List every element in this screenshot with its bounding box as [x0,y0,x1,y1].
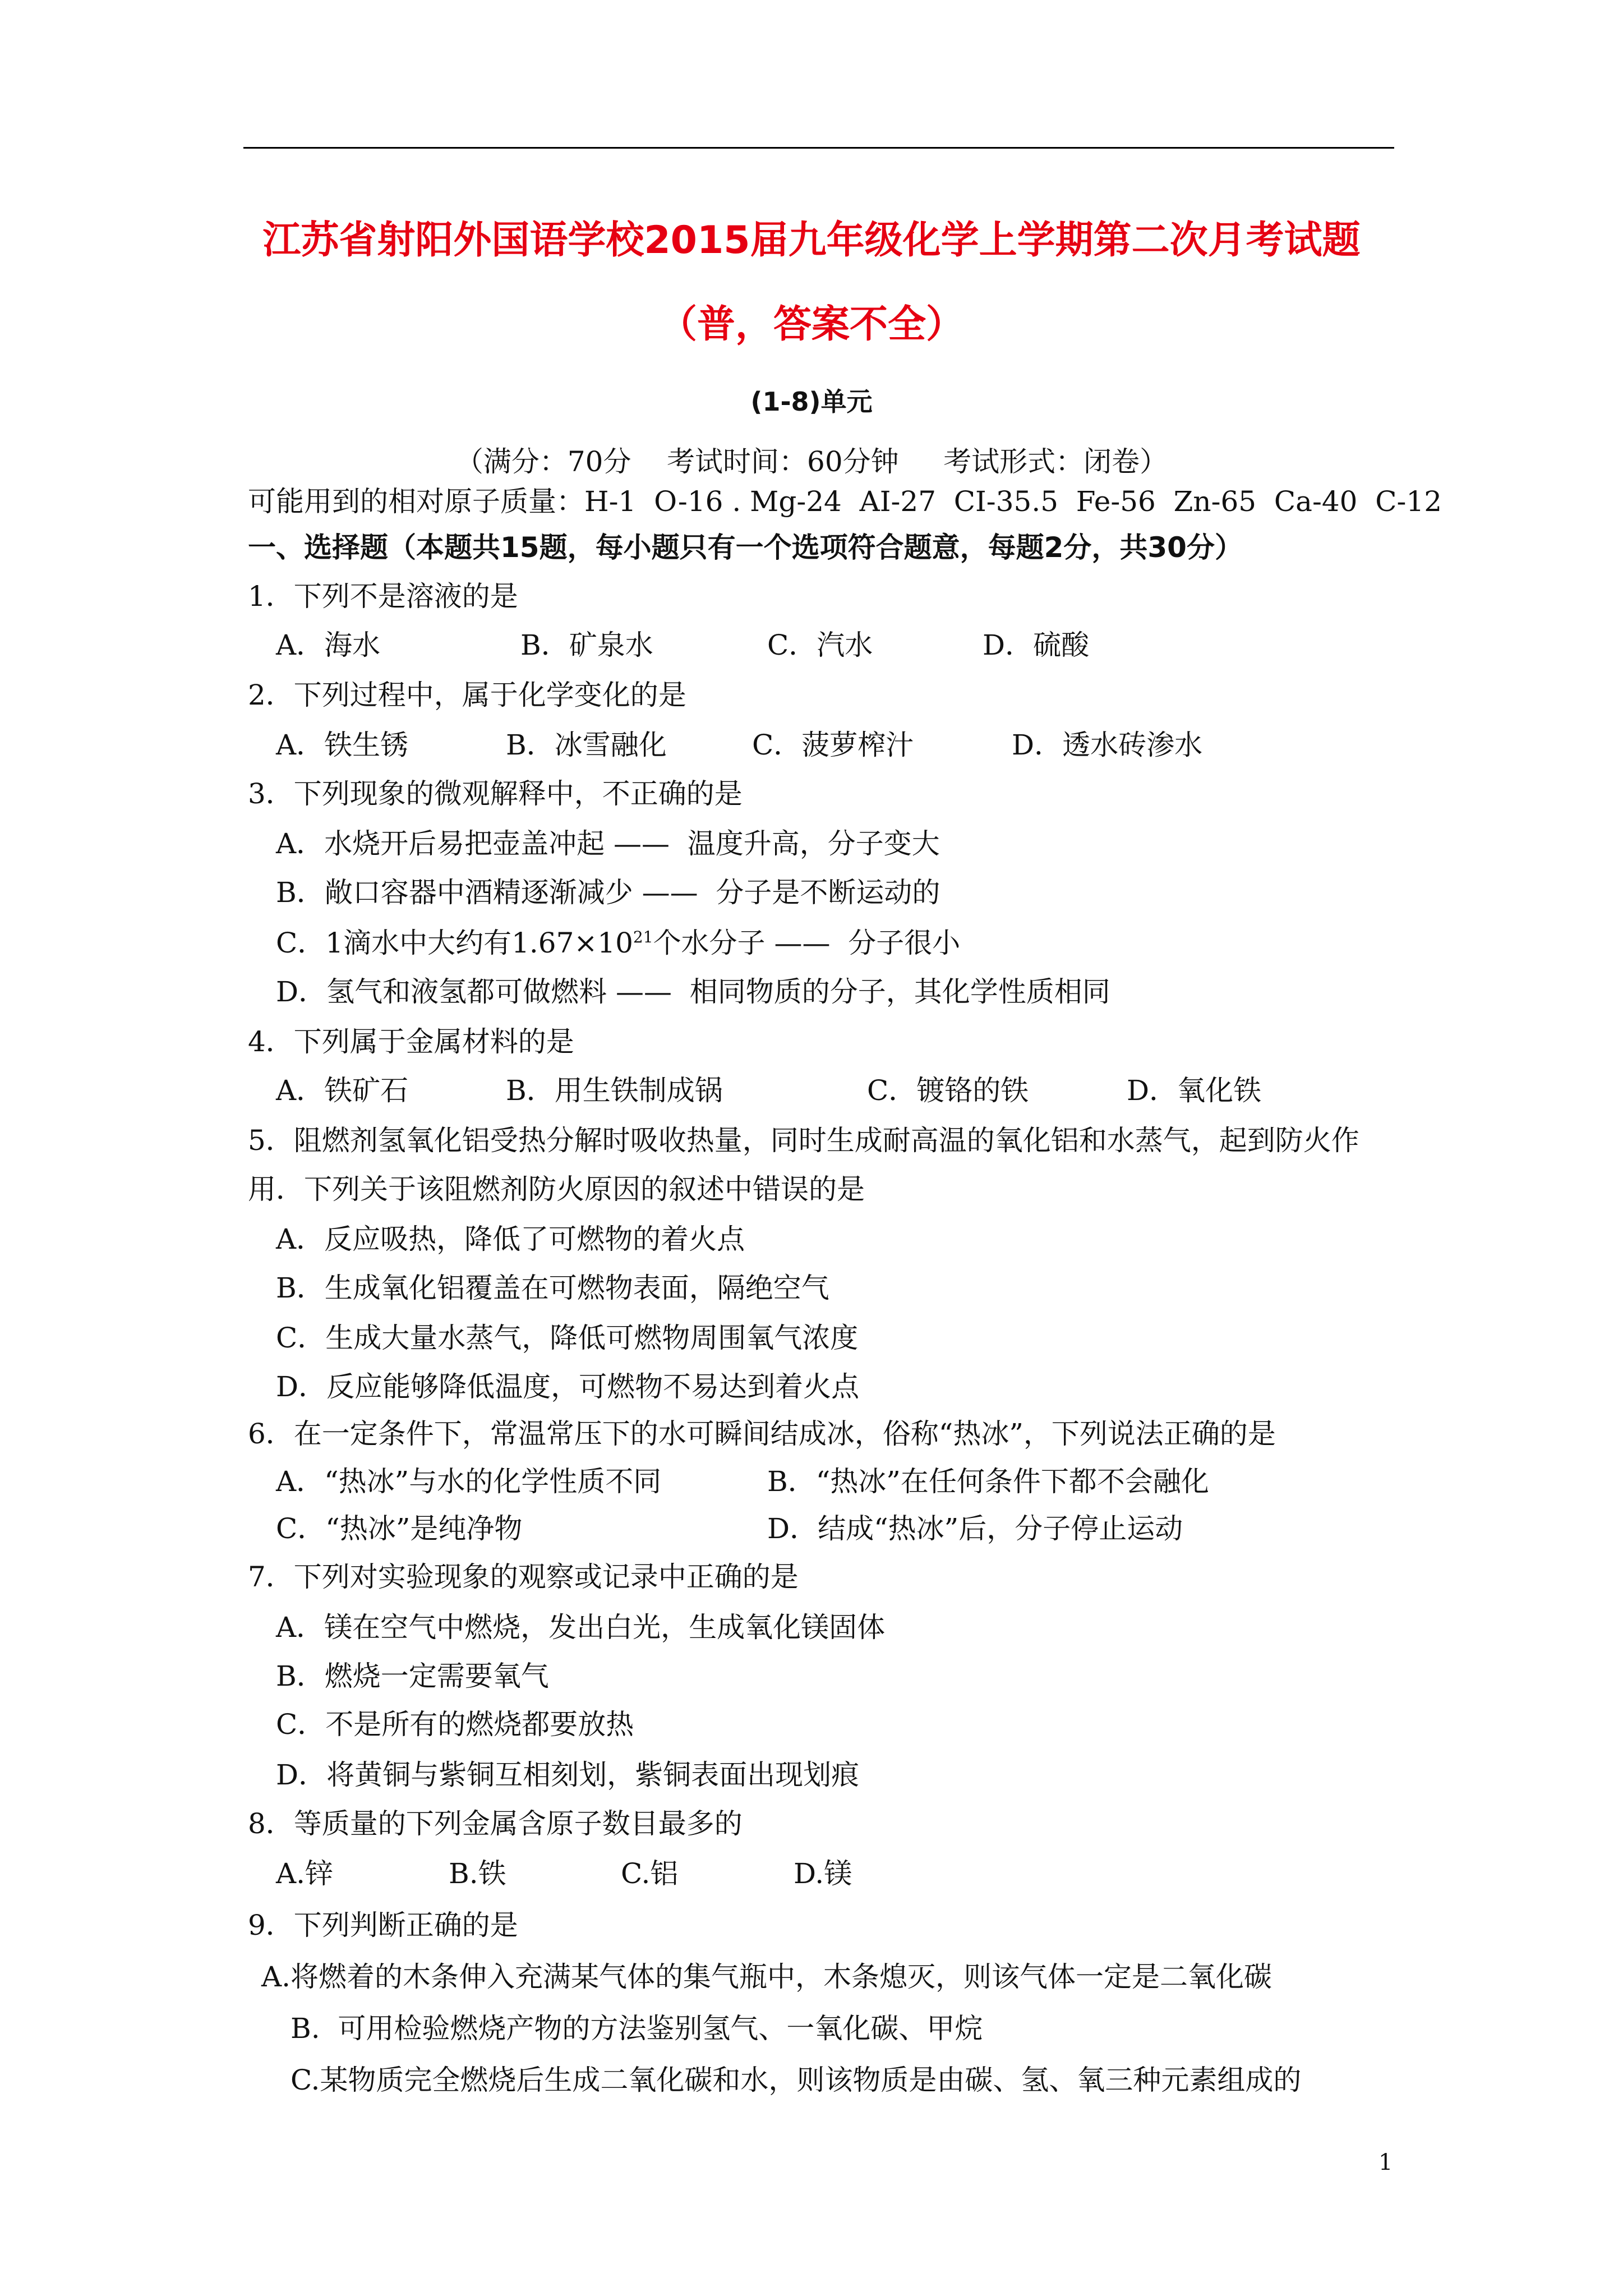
question-stem: 2．下列过程中，属于化学变化的是 [248,679,686,711]
option: C．镀铬的铁 [867,1074,1029,1107]
option: B．“热冰”在任何条件下都不会融化 [767,1465,1209,1498]
exam-info: （满分：70分 考试时间：60分钟 考试形式：闭卷） [455,445,1168,478]
option: A．镁在空气中燃烧，发出白光，生成氧化镁固体 [276,1611,886,1644]
option: A.将燃着的木条伸入充满某气体的集气瓶中，木条熄灭，则该气体一定是二氧化碳 [261,1961,1272,1993]
option-text-tail: 个水分子 —— 分子很小 [653,927,961,959]
option: A．水烧开后易把壶盖冲起 —— 温度升高，分子变大 [276,827,940,860]
question-stem: 4．下列属于金属材料的是 [248,1025,574,1058]
option: B．燃烧一定需要氧气 [276,1660,549,1692]
option: B．用生铁制成锅 [506,1074,723,1107]
section-heading: 一、选择题（本题共15题，每小题只有一个选项符合题意，每题2分，共30分） [248,531,1243,564]
option: A．反应吸热，降低了可燃物的着火点 [276,1223,745,1255]
option: A.锌 [276,1857,334,1890]
option: D．透水砖渗水 [1012,729,1203,761]
option: C.铝 [621,1857,679,1890]
option: B. 可用检验燃烧产物的方法鉴别氢气、一氧化碳、甲烷 [291,2012,983,2045]
option: C．汽水 [767,629,873,661]
option: B.铁 [449,1857,506,1890]
question-stem: 5．阻燃剂氢氧化铝受热分解时吸收热量，同时生成耐高温的氧化铝和水蒸气，起到防火作 [248,1124,1359,1157]
option: A．铁生锈 [276,729,409,761]
question-stem: 7．下列对实验现象的观察或记录中正确的是 [248,1561,799,1593]
option: D．氢气和液氢都可做燃料 —— 相同物质的分子，其化学性质相同 [276,976,1110,1008]
question-stem: 6．在一定条件下，常温常压下的水可瞬间结成冰，俗称“热冰”，下列说法正确的是 [248,1418,1276,1450]
option: C．菠萝榨汁 [752,729,914,761]
question-stem-cont: 用．下列关于该阻燃剂防火原因的叙述中错误的是 [248,1173,865,1205]
atomic-masses: 可能用到的相对原子质量：H-1 O-16 . Mg-24 AI-27 CI-35.5 Fe-56 Zn-65 Ca-40 C-12 [248,485,1442,518]
option: D．反应能够降低温度，可燃物不易达到着火点 [276,1370,860,1403]
option: D．氧化铁 [1127,1074,1262,1107]
option: A．海水 [276,629,381,661]
question-stem: 3．下列现象的微观解释中，不正确的是 [248,777,743,810]
option: C．“热冰”是纯净物 [276,1512,523,1545]
question-stem: 9．下列判断正确的是 [248,1909,518,1941]
question-stem: 1．下列不是溶液的是 [248,580,518,613]
option-text: C．1滴水中大约有1.67×10 [276,927,633,959]
units-label: (1-8)单元 [750,386,873,417]
header-rule [243,147,1394,149]
document-subtitle: （普，答案不全） [658,302,964,347]
option: C．生成大量水蒸气，降低可燃物周围氧气浓度 [276,1322,859,1354]
option: B．冰雪融化 [506,729,667,761]
option: B．敞口容器中酒精逐渐减少 —— 分子是不断运动的 [276,876,940,909]
option: C.某物质完全燃烧后生成二氧化碳和水，则该物质是由碳、氢、氧三种元素组成的 [291,2064,1302,2096]
option: D．将黄铜与紫铜互相刻划，紫铜表面出现划痕 [276,1759,860,1791]
option: D．硫酸 [983,629,1090,661]
question-stem: 8．等质量的下列金属含原子数目最多的 [248,1807,743,1840]
page-number: 1 [1378,2150,1393,2175]
option: C．不是所有的燃烧都要放热 [276,1708,634,1741]
document-title: 江苏省射阳外国语学校2015届九年级化学上学期第二次月考试题 [262,218,1361,263]
option: D.镁 [794,1857,852,1890]
option: A．铁矿石 [276,1074,409,1107]
option: B．矿泉水 [520,629,653,661]
option: A．“热冰”与水的化学性质不同 [276,1465,662,1498]
option [276,926,960,960]
option: D．结成“热冰”后，分子停止运动 [767,1512,1183,1545]
exponent: 21 [633,928,653,946]
option: B．生成氧化铝覆盖在可燃物表面，隔绝空气 [276,1272,829,1304]
